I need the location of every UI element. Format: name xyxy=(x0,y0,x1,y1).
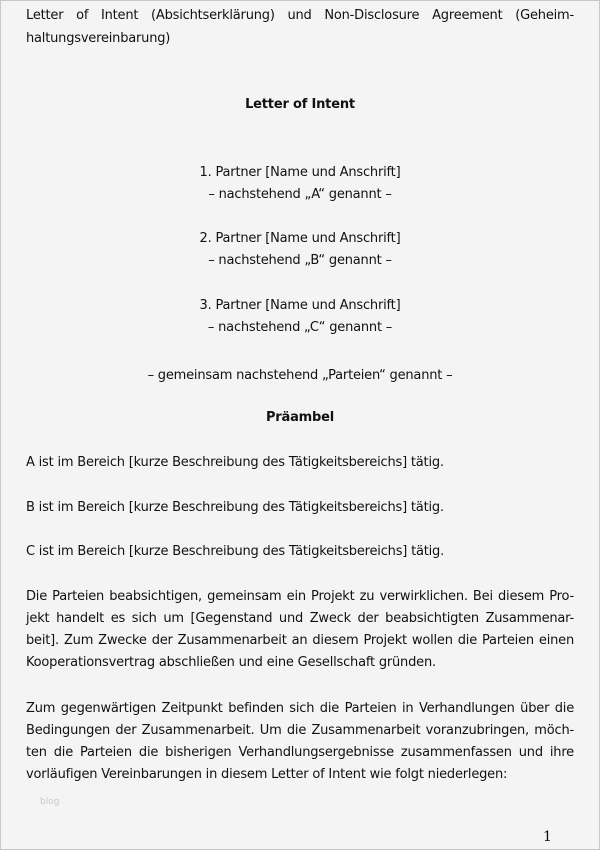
paragraph-1-line: beit]. Zum Zwecke der Zusammenarbeit an diesem Projekt wollen die Parteien einen xyxy=(26,633,574,648)
document-title-line-1: Letter of Intent (Absichtserklärung) und Non-Disclosure Agreement (Geheim- xyxy=(26,8,574,23)
party-1-alias: – nachstehend „A“ genannt – xyxy=(208,187,392,202)
statement-c: C ist im Bereich [kurze Beschreibung des Tätigkeitsbereichs] tätig. xyxy=(26,544,445,559)
paragraph-2-line: ten die Parteien die bisherigen Verhandlungsergebnisse zusammenfassen und ihre xyxy=(26,745,574,760)
page-number: 1 xyxy=(543,829,552,845)
statement-b: B ist im Bereich [kurze Beschreibung des Tätigkeitsbereichs] tätig. xyxy=(26,500,444,515)
party-2-name: 2. Partner [Name und Anschrift] xyxy=(199,231,401,246)
heading: Letter of Intent xyxy=(245,97,355,112)
party-2-alias: – nachstehend „B“ genannt – xyxy=(208,253,392,268)
party-3-alias: – nachstehend „C“ genannt – xyxy=(207,320,393,335)
watermark: blog xyxy=(40,797,60,807)
paragraph-1-line: Kooperationsvertrag abschließen und eine Gesellschaft gründen. xyxy=(26,655,436,670)
party-1-name: 1. Partner [Name und Anschrift] xyxy=(199,165,401,180)
paragraph-2-line: Bedingungen der Zusammenarbeit. Um die Zusammenarbeit voranzubringen, möch- xyxy=(26,723,574,738)
preamble-heading: Präambel xyxy=(265,410,334,425)
party-3-name: 3. Partner [Name und Anschrift] xyxy=(199,298,401,313)
joint-alias: – gemeinsam nachstehend „Parteien“ genannt – xyxy=(147,368,453,383)
paragraph-1-line: jekt handelt es sich um [Gegenstand und Zweck der beabsichtigten Zusammenar- xyxy=(26,611,574,626)
document-title-line-2: haltungsvereinbarung) xyxy=(26,31,171,46)
paragraph-2-line: vorläufigen Vereinbarungen in diesem Letter of Intent wie folgt niederlegen: xyxy=(26,767,508,782)
paragraph-1-line: Die Parteien beabsichtigen, gemeinsam ein Projekt zu verwirklichen. Bei diesem Pro- xyxy=(26,589,574,604)
paragraph-2-line: Zum gegenwärtigen Zeitpunkt befinden sich die Parteien in Verhandlungen über die xyxy=(26,701,574,716)
statement-a: A ist im Bereich [kurze Beschreibung des Tätigkeitsbereichs] tätig. xyxy=(26,455,444,470)
